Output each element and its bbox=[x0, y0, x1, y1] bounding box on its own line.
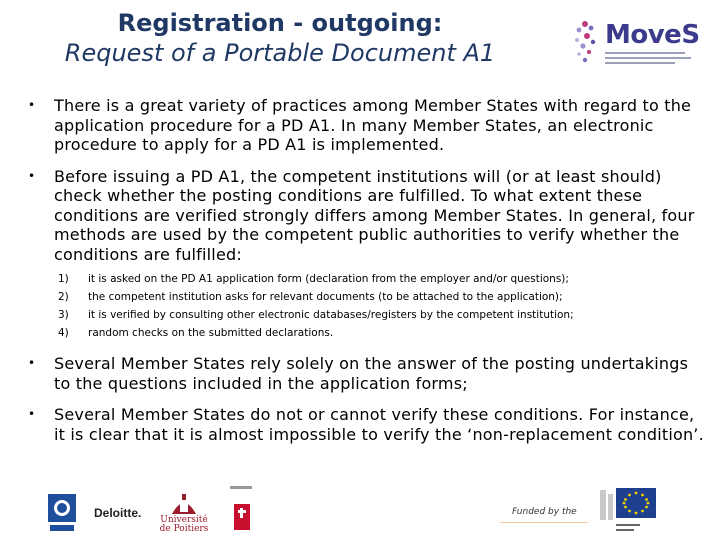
moves-figure-icon bbox=[565, 14, 605, 68]
method-number: 3) bbox=[58, 309, 69, 321]
bullet-text: Several Member States rely solely on the answer of the posting undertakings to the questions included in the application forms; bbox=[54, 354, 689, 393]
bullet-item bbox=[28, 354, 708, 393]
slide-title bbox=[0, 8, 560, 68]
bullet-item bbox=[28, 405, 708, 444]
moves-brand-text: MoveS bbox=[605, 20, 700, 50]
university-crest-icon bbox=[156, 490, 212, 516]
title-line-1: Registration - outgoing: bbox=[117, 9, 443, 37]
bullet-item bbox=[28, 167, 708, 265]
method-text: the competent institution asks for relevant documents (to be attached to the application); bbox=[88, 291, 563, 303]
method-text: random checks on the submitted declarations. bbox=[88, 327, 334, 339]
method-item bbox=[58, 288, 708, 306]
method-text: it is asked on the PD A1 application form (declaration from the employer and/or questions); bbox=[88, 273, 569, 285]
university-logo bbox=[156, 490, 212, 534]
red-institution-logo-icon bbox=[230, 486, 252, 536]
funded-by-text: Funded by the bbox=[512, 507, 577, 517]
moves-tagline-lines bbox=[605, 52, 693, 66]
bullet-text: Several Member States do not or cannot verify these conditions. For instance, it is clear that it is almost impossible to verify the ‘non-replacement condition’. bbox=[54, 405, 704, 444]
method-item bbox=[58, 270, 708, 288]
footer-logos bbox=[0, 480, 720, 540]
bullet-marker: • bbox=[28, 407, 36, 421]
footer-divider bbox=[500, 522, 588, 523]
bullet-marker: • bbox=[28, 356, 36, 370]
method-number: 4) bbox=[58, 327, 69, 339]
method-item bbox=[58, 306, 708, 324]
university-name: Université de Poitiers bbox=[159, 515, 209, 534]
moves-logo bbox=[565, 14, 700, 72]
method-number: 1) bbox=[58, 273, 69, 285]
bullet-text: There is a great variety of practices among Member States with regard to the application procedure for a PD A1. In many Member States, an electronic procedure to apply for a PD A1 is implemented. bbox=[54, 96, 692, 154]
method-text: it is verified by consulting other electronic databases/registers by the competent institution; bbox=[88, 309, 574, 321]
bullet-marker: • bbox=[28, 168, 36, 183]
bullet-text: Before issuing a PD A1, the competent institutions will (or at least should) check whether the posting conditions are fulfilled. To what extent these conditions are verified strongly differs among Member States. In general, four methods are used by the competent public authorities to verify whether the conditions are fulfilled: bbox=[54, 166, 695, 264]
deloitte-logo: Deloitte. bbox=[94, 506, 142, 520]
title-line-2: Request of a Portable Document A1 bbox=[64, 39, 496, 67]
ellhn-logo-icon bbox=[48, 494, 76, 534]
bullet-item bbox=[28, 96, 708, 155]
european-commission-logo-icon bbox=[598, 486, 660, 538]
method-number: 2) bbox=[58, 291, 69, 303]
method-item bbox=[58, 324, 708, 342]
slide-body bbox=[28, 96, 708, 444]
methods-list bbox=[58, 270, 708, 342]
bullet-marker: • bbox=[28, 98, 36, 112]
